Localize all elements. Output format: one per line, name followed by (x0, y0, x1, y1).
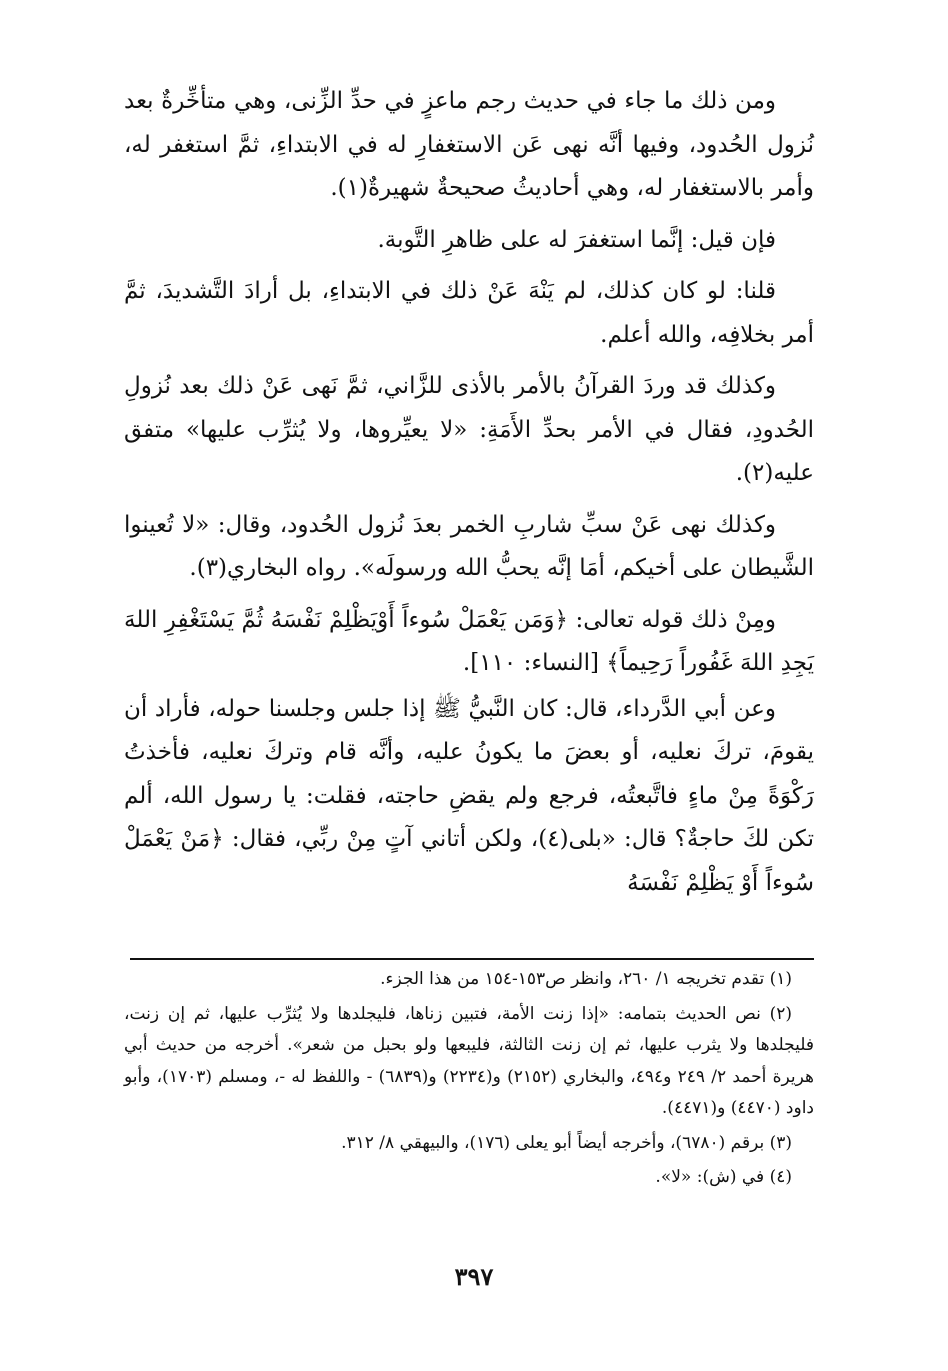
main-text (124, 80, 814, 913)
footnote-divider (130, 958, 814, 960)
footnote-2: (٢) نص الحديث بتمامه: «إذا زنت الأمة، فتبين زناها، فليجلدها ولا يُثرِّب عليها، ثم إن زنت، فليجلدها ولا يثرب عليها، ثم إن زنت الثالثة، فليبعها ولو بحبل من شعر». أخرجه من حديث أبي هريرة أحمد ٢/ ٢٤٩ و٤٩٤، والبخاري (٢١٥٢) و(٢٢٣٤) و(٦٨٣٩) - واللفظ له -، ومسلم (١٧٠٣)، وأبو داود (٤٤٧٠) و(٤٤٧١). (124, 1003, 814, 1118)
footnotes (124, 964, 814, 1197)
paragraph-quran-adultery: وكذلك قد وردَ القرآنُ بالأمر بالأذى للزَّاني، ثمَّ نَهى عَنْ ذلك بعد نُزولِ الحُدودِ، فقال في الأمر بحدِّ الأَمَةِ: «لا يعيِّروها، ولا يُثرِّب عليها» متفق عليه(٢). (124, 373, 814, 486)
paragraph-abu-darda: وعن أبي الدَّرداء، قال: كان النَّبيُّ ﷺ إذا جلس وجلسنا حوله، فأراد أن يقومَ، تركَ نعليه، أو بعضَ ما يكونُ عليه، وأنَّه قام وتركَ نعليه، فأخذتُ رَكْوَةً مِنْ ماءٍ فاتَّبعتُه، فرجع ولم يقضِ حاجته، فقلت: يا رسول الله، ألم تكن لكَ حاجةٌ؟ قال: «بلى(٤)، ولكن أتاني آتٍ مِنْ ربِّي، فقال: ﴿مَنْ يَعْمَلْ سُوءاً أَوْ يَظْلِمْ نَفْسَهُ (124, 695, 814, 896)
footnote-4: (٤) في (ش): «لا». (655, 1167, 792, 1187)
paragraph-verse: ومِنْ ذلك قوله تعالى: ﴿وَمَن يَعْمَلْ سُوءاً أَوْيَظْلِمْ نَفْسَهُ ثُمَّ يَسْتَغْفِرِ اللهَ يَجِدِ اللهَ غَفُوراً رَحِيماً﴾ [النساء: ١١٠]. (124, 606, 814, 676)
paragraph-wine-drinker: وكذلك نهى عَنْ سبِّ شاربِ الخمر بعدَ نُزول الحُدود، وقال: «لا تُعينوا الشَّيطان على أخيكم، أمَا إنَّه يحبُّ الله ورسولَه». رواه البخاري(٣). (124, 511, 814, 581)
page-number: ٣٩٧ (454, 1262, 494, 1291)
footnote-1: (١) تقدم تخريجه ١/ ٢٦٠، وانظر ص١٥٣-١٥٤ من هذا الجزء. (380, 969, 792, 989)
paragraph-maiz: ومن ذلك ما جاء في حديث رجم ماعزٍ في حدِّ الزِّنى، وهي متأخِّرةٌ بعد نُزول الحُدود، وفيها أنَّه نهى عَن الاستغفارِ له في الابتداءِ، ثمَّ استغفر له، وأمر بالاستغفار له، وهي أحاديثُ صحيحةٌ شهيرةٌ(١). (124, 88, 814, 201)
footnote-3: (٣) برقم (٦٧٨٠)، وأخرجه أيضاً أبو يعلى (١٧٦)، والبيهقي ٨/ ٣١٢. (341, 1132, 792, 1153)
paragraph-objection: فإن قيل: إنَّما استغفرَ له على ظاهرِ التَّوبة. (377, 226, 776, 253)
paragraph-reply: قلنا: لو كان كذلك، لم يَنْهَ عَنْ ذلك في الابتداءِ، بل أرادَ التَّشديدَ، ثمَّ أمر بخلافِه، والله أعلم. (124, 278, 814, 348)
